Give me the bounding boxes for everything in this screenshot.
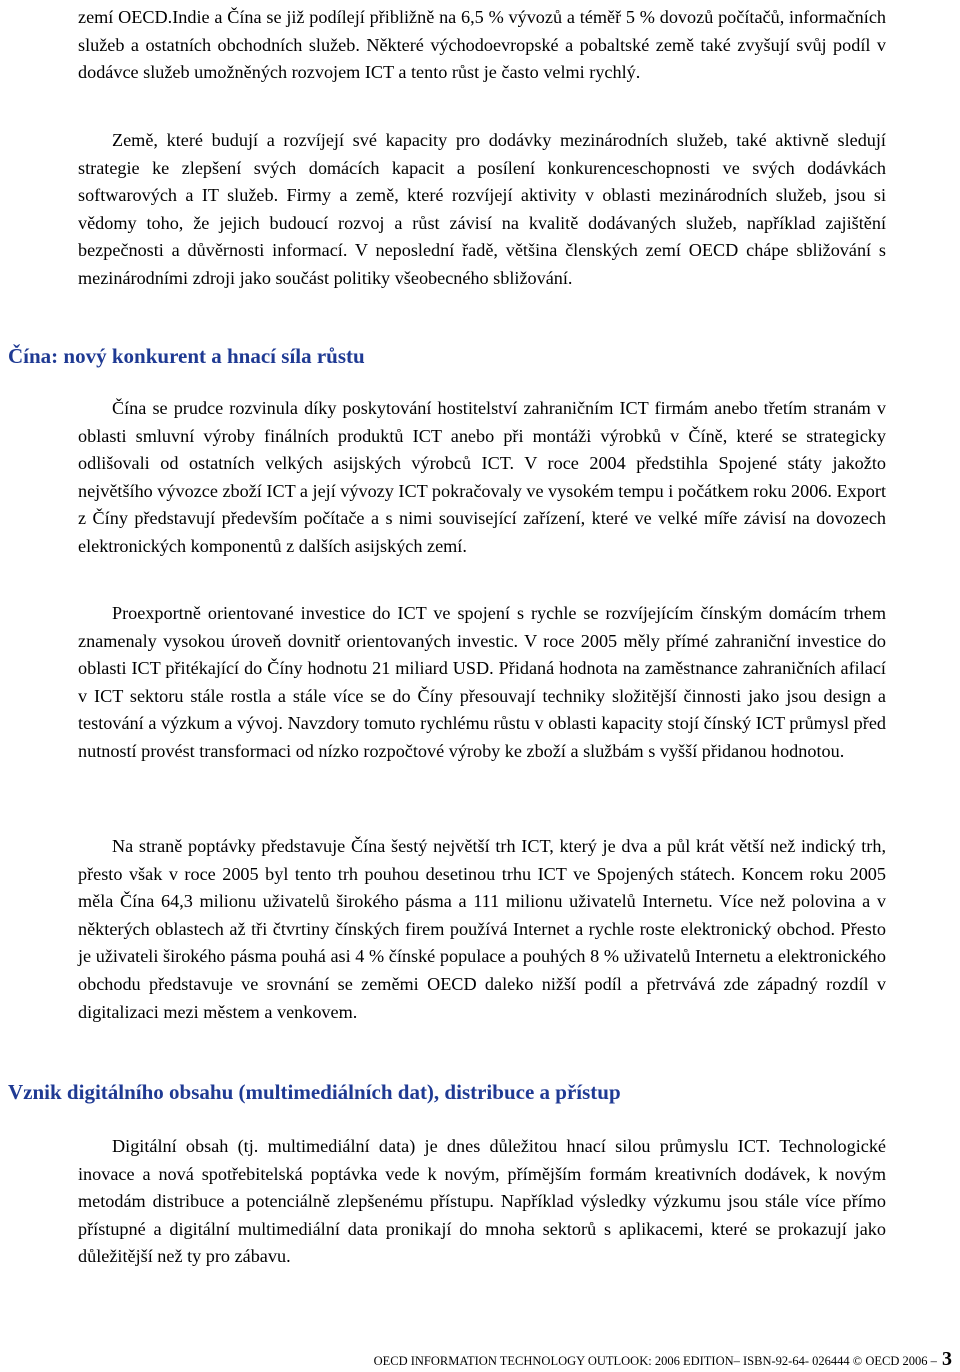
paragraph-international-services: Země, které budují a rozvíjejí své kapacity pro dodávky mezinárodních služeb, také aktivně sledují strategie ke zlepšení svých domácích kapacit a posílení konkurenceschopnosti ve svých dodávkách softwarových a IT služeb. Firmy a země, které rozvíjejí aktivity v oblasti mezinárodních služeb, jsou si vědomy toho, že jejich budoucí rozvoj a růst závisí na kvalitě dodávaných služeb, například zajištění bezpečnosti a důvěrnosti informací. V neposlední řadě, většina členských zemí OECD chápe sbližování s mezinárodními zdroji jako součást politiky všeobecného sbližování. [78, 130, 886, 288]
paragraph-china-investment: Proexportně orientované investice do ICT ve spojení s rychle se rozvíjejícím čínským domácím trhem znamenaly vysokou úroveň dovnitř orientovaných investic. V roce 2005 měly přímé zahraniční investice do oblasti ICT přitékající do Číny hodnotu 21 miliard USD. Přidaná hodnota na zaměstnance zahraničních afilací v ICT sektoru stále rostla a stále více se do Číny přesouvají techniky složitější činnosti jako jsou design a testování a výzkum a vývoj. Navzdory tomuto rychlému růstu v oblasti kapacity stojí čínský ICT průmysl před nutností provést transformaci od nízko rozpočtové výroby ke zboží a službám s vyšší přidanou hodnotou. [78, 603, 886, 761]
page-footer [373, 1348, 952, 1370]
heading-china-competitor: Čína: nový konkurent a hnací síla růstu [8, 344, 365, 368]
footer-citation: OECD INFORMATION TECHNOLOGY OUTLOOK: 2006 EDITION– ISBN-92-64- 026444 © OECD 2006 – [373, 1354, 937, 1368]
paragraph-digital-content: Digitální obsah (tj. multimediální data) je dnes důležitou hnací silou průmyslu ICT. Technologické inovace a nová spotřebitelská poptávka vede k novým, příměјším formám kreativních dodávek, k novým metodám distribuce a potenciálně zlepšenému přístupu. Například výsledky výzkumu jsou stále více přímo přístupné a digitální multimediální data pronikají do mnoha sektorů s aplikacemi, které se prokazují jako důležitější než ty pro zábavu. [78, 1136, 886, 1267]
paragraph-china-demand: Na straně poptávky představuje Čína šestý největší trh ICT, který je dva a půl krát větší než indický trh, přesto však v roce 2005 byl tento trh pouhou desetinou trhu ICT ve Spojených státech. Koncem roku 2005 měla Čína 64,3 milionu uživatelů širokého pásma a 111 milionu uživatelů Internetu. Více než polovina a v některých oblastech až tři čtvrtiny čínských firem používá Internet a rychle roste elektronický obchod. Přesto je uživateli širokého pásma pouhá asi 4 % čínské populace a pouhých 8 % uživatelů Internetu a elektronického obchodu představuje ve srovnání se zeměmi OECD daleko nižší podíl a přetrvává zde západný rozdíl v digitalizaci mezi městem a venkovem. [78, 836, 886, 1022]
paragraph-oecd-trade: zemí OECD.Indie a Čína se již podílejí přibližně na 6,5 % vývozů a téměř 5 % dovozů počítačů, informačních služeb a ostatních obchodních služeb. Některé východoevropské a pobaltské země také zvyšují svůj podíl v dodávce služeb umožněných rozvojem ICT a tento růst je často velmi rychlý. [78, 7, 886, 83]
heading-digital-content: Vznik digitálního obsahu (multimediálních dat), distribuce a přístup [8, 1080, 621, 1104]
paragraph-china-growth: Čína se prudce rozvinula díky poskytování hostitelství zahraničním ICT firmám anebo třetím stranám v oblasti smluvní výroby finálních produktů ICT anebo při montáži výrobků v Číně, které se strategicky odlišovali od ostatních velkých asijských výrobců ICT. V roce 2004 předstihla Spojené státy jakožto největšího vývozce zboží ICT a její vývozy ICT pokračovaly ve vysokém tempu i počátkem roku 2006. Export z Číny představují především počítače a s nimi související zařízení, které ve velké míře závisí na dovozech elektronických komponentů z dalších asijských zemí. [78, 398, 886, 556]
page-number: 3 [942, 1348, 952, 1370]
